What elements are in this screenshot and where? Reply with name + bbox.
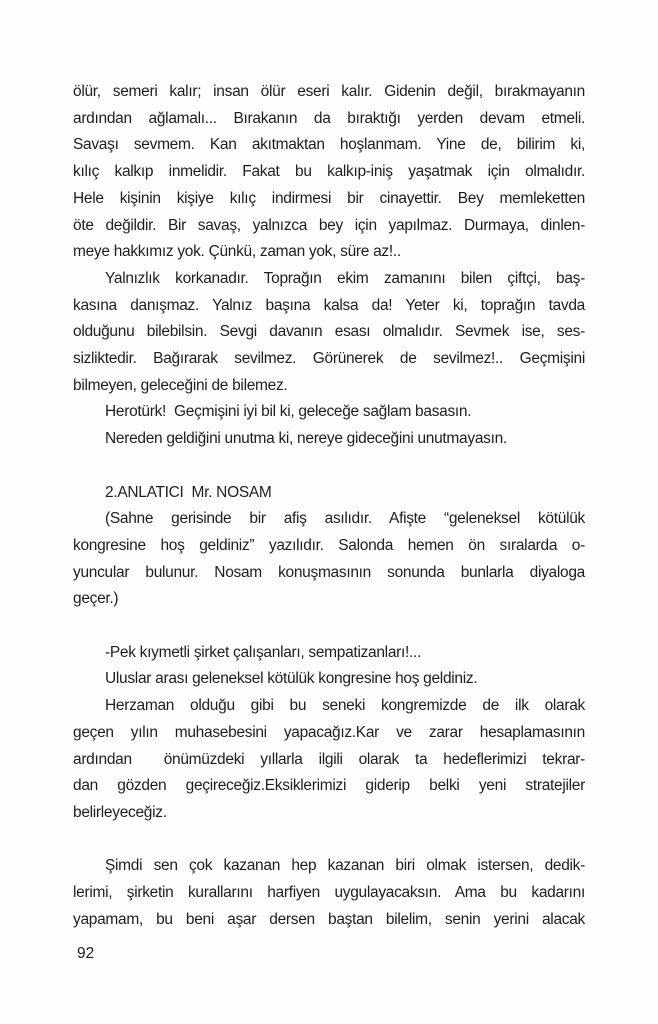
text-line: geçen yılın muhasebesini yapacağız.Kar ve zarar hesaplamasının xyxy=(73,723,585,741)
text-line: geçer.) xyxy=(73,590,119,608)
text-line: kongresine hoş geldiniz” yazılıdır. Salonda hemen ön sıralarda o- xyxy=(73,536,585,554)
text-line: Herzaman olduğu gibi bu seneki kongremizde de ilk olarak xyxy=(105,697,585,715)
text-line: Nereden geldiğini unutma ki, nereye gideceğini unutmayasın. xyxy=(105,430,507,448)
text-line: yuncular bulunur. Nosam konuşmasının sonunda bunlarla diyaloga xyxy=(73,563,585,581)
text-line: Uluslar arası geleneksel kötülük kongresine hoş geldiniz. xyxy=(105,670,478,688)
text-line: (Sahne gerisinde bir afiş asılıdır. Afişte “geleneksel kötülük xyxy=(105,510,585,528)
text-line: belirleyeceğiz. xyxy=(73,803,167,821)
text-line: 2.ANLATICI Mr. NOSAM xyxy=(105,483,272,501)
text-line: Yalnızlık korkanadır. Toprağın ekim zamanını bilen çiftçi, baş- xyxy=(105,269,585,287)
paragraph xyxy=(73,853,585,933)
text-line: Savaşı sevmem. Kan akıtmaktan hoşlanmam. Yine de, bilirim ki, xyxy=(73,136,585,154)
text-line: olduğunu bilebilsin. Sevgi davanın esası olmalıdır. Sevmek ise, ses- xyxy=(73,323,585,341)
paragraph xyxy=(73,506,585,613)
text-line: kılıç kalkıp inmelidir. Fakat bu kalkıp-iniş yaşatmak için olmalıdır. xyxy=(73,163,585,181)
text-line: Şimdi sen çok kazanan hep kazanan biri olmak istersen, dedik- xyxy=(105,857,585,875)
paragraph xyxy=(73,399,585,426)
text-line: lerimi, şirketin kurallarını harfiyen uygulayacaksın. Ama bu kadarını xyxy=(73,884,585,902)
paragraph xyxy=(73,266,585,400)
page-number: 92 xyxy=(77,945,95,962)
text-line: yapamam, bu beni aşar dersen baştan bilelim, senin yerini alacak xyxy=(73,910,585,928)
text-line: ölür, semeri kalır; insan ölür eseri kalır. Gidenin değil, bırakmayanın xyxy=(73,83,585,100)
text-line: sizliktedir. Bağırarak sevilmez. Görünerek de sevilmez!.. Geçmişini xyxy=(73,350,585,368)
page-text xyxy=(73,79,585,933)
paragraph xyxy=(73,480,585,507)
text-line: Hele kişinin kişiye kılıç indirmesi bir cinayettir. Bey memleketten xyxy=(73,189,585,207)
paragraph xyxy=(73,640,585,667)
text-line: dan gözden geçireceğiz.Eksiklerimizi giderip belki yeni stratejiler xyxy=(73,777,585,795)
text-line: bilmeyen, geleceğini de bilemez. xyxy=(73,376,288,394)
paragraph xyxy=(73,693,585,827)
paragraph xyxy=(73,426,585,453)
paragraph xyxy=(73,79,585,266)
text-line: kasına danışmaz. Yalnız başına kalsa da! Yeter ki, toprağın tavda xyxy=(73,296,585,314)
text-line: ardından ağlamalı... Bırakanın da bıraktığı yerden devam etmeli. xyxy=(73,109,585,127)
text-line: öte değildir. Bir savaş, yalnızca bey için yapılmaz. Durmaya, dinlen- xyxy=(73,216,585,234)
text-line: meye hakkımız yok. Çünkü, zaman yok, süre az!.. xyxy=(73,243,401,261)
text-line: ardından önümüzdeki yıllarla ilgili olarak ta hedeflerimizi tekrar- xyxy=(73,750,585,768)
text-line: Herotürk! Geçmişini iyi bil ki, geleceğe sağlam basasın. xyxy=(105,403,472,421)
paragraph xyxy=(73,666,585,693)
text-line: -Pek kıymetli şirket çalışanları, sempatizanları!... xyxy=(105,643,422,661)
